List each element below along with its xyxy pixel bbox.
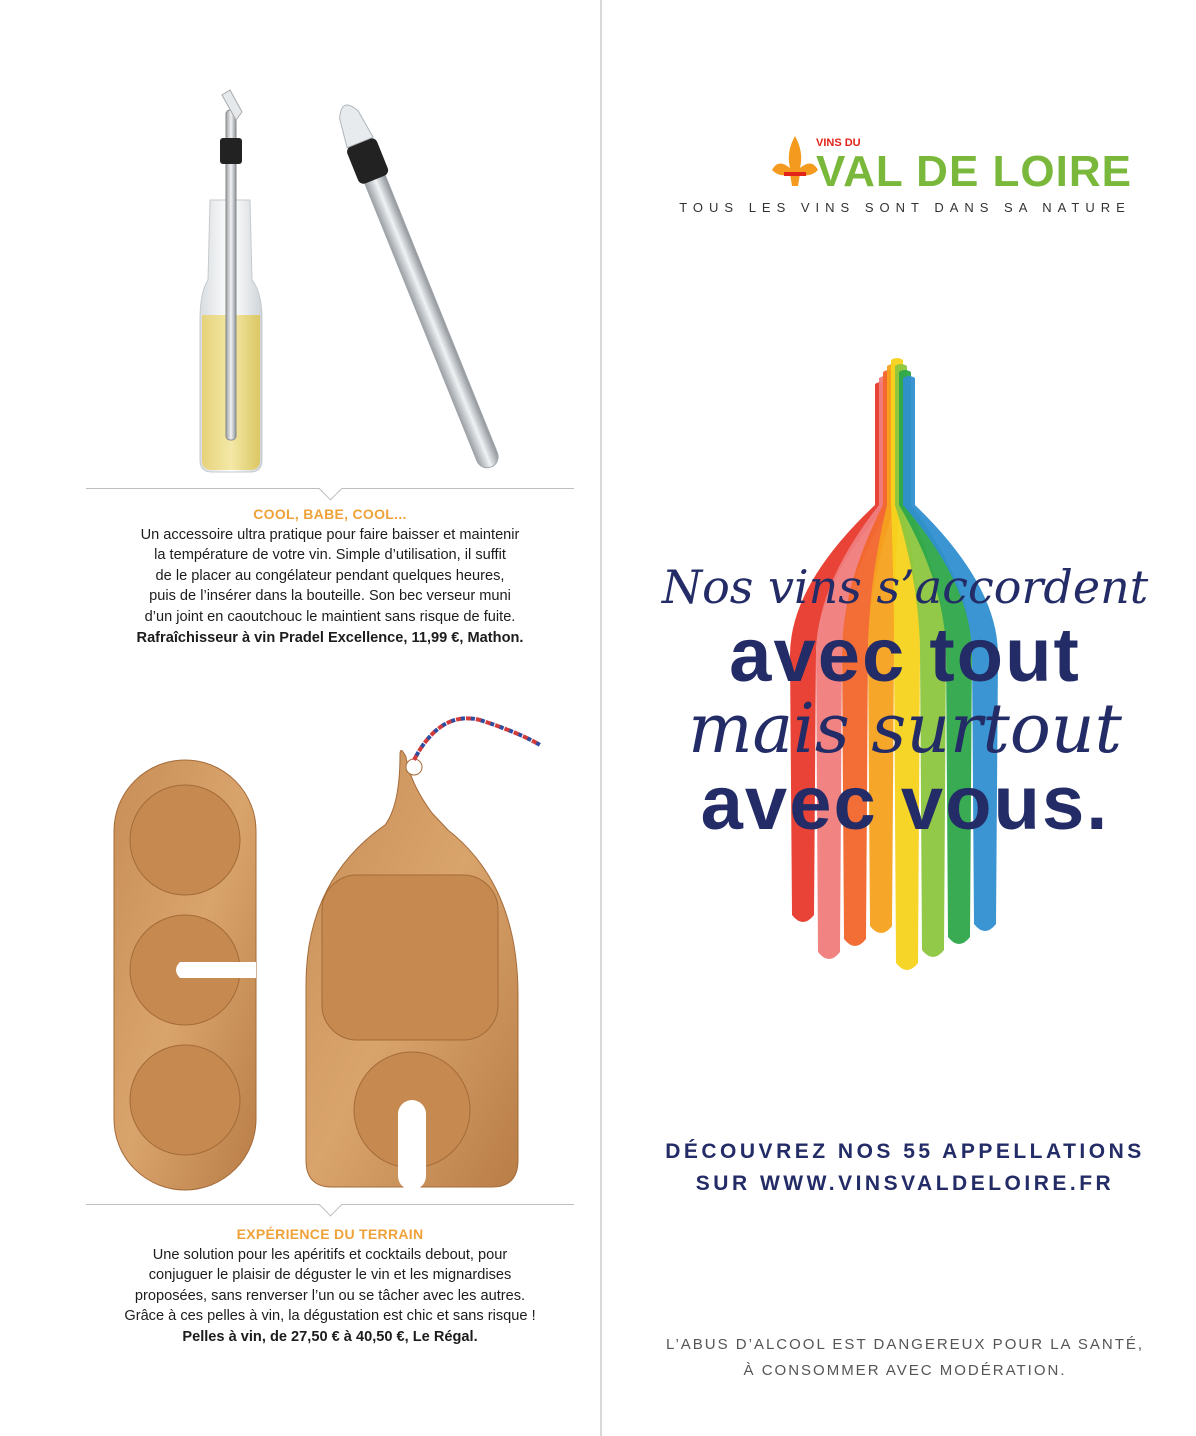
caption-line: de le placer au congélateur pendant quelques heures, [155, 567, 505, 584]
health-warning-line-2: À CONSOMMER AVEC MODÉRATION. [743, 1362, 1067, 1379]
caption-line: Un accessoire ultra pratique pour faire baisser et maintenir [140, 526, 520, 543]
slogan-line-3: mais surtout [688, 690, 1122, 769]
wine-paddles-image [100, 705, 560, 1195]
logo-small-text: VINS DU [816, 137, 861, 149]
wine-chiller-image [150, 80, 570, 480]
page-divider [600, 0, 602, 1436]
logo-main-text: VAL DE LOIRE [816, 147, 1132, 196]
caption-notch-1 [318, 476, 342, 500]
discover-line-1: DÉCOUVREZ NOS 55 APPELLATIONS [665, 1140, 1145, 1163]
caption-line: d’un joint en caoutchouc le maintient sans risque de fuite. [144, 608, 516, 625]
ad-tagline: TOUS LES VINS SONT DANS SA NATURE [679, 200, 1131, 215]
slogan-line-2: avec tout [729, 613, 1081, 698]
caption-line: conjuguer le plaisir de déguster le vin et les mignardises [148, 1267, 512, 1284]
slogan-line-4: avec vous. [700, 761, 1110, 846]
discover-link[interactable]: SUR WWW.VINSVALDELOIRE.FR [695, 1172, 1115, 1195]
product-caption-2 [86, 1224, 574, 1348]
product-credit: Rafraîchisseur à vin Pradel Excellence, 11,99 €, Mathon. [136, 629, 524, 646]
product-credit: Pelles à vin, de 27,50 € à 40,50 €, Le Régal. [182, 1328, 478, 1345]
product-heading: EXPÉRIENCE DU TERRAIN [236, 1226, 424, 1242]
caption-line: la température de votre vin. Simple d’utilisation, il suffit [154, 547, 506, 564]
caption-line: Une solution pour les apéritifs et cocktails debout, pour [152, 1246, 508, 1263]
val-de-loire-logo [700, 128, 1196, 198]
caption-line: Grâce à ces pelles à vin, la dégustation est chic et sans risque ! [124, 1308, 536, 1325]
caption-line: puis de l’insérer dans la bouteille. Son bec verseur muni [149, 588, 511, 605]
health-warning-line-1: L’ABUS D’ALCOOL EST DANGEREUX POUR LA SANTÉ, [665, 1336, 1145, 1353]
slogan-line-1: Nos vins s’accordent [661, 560, 1149, 614]
product-heading: COOL, BABE, COOL... [253, 506, 407, 522]
caption-line: proposées, sans renverser l’un ou se tâcher avec les autres. [134, 1287, 526, 1304]
product-caption-1 [86, 504, 574, 648]
caption-notch-2 [318, 1192, 342, 1216]
